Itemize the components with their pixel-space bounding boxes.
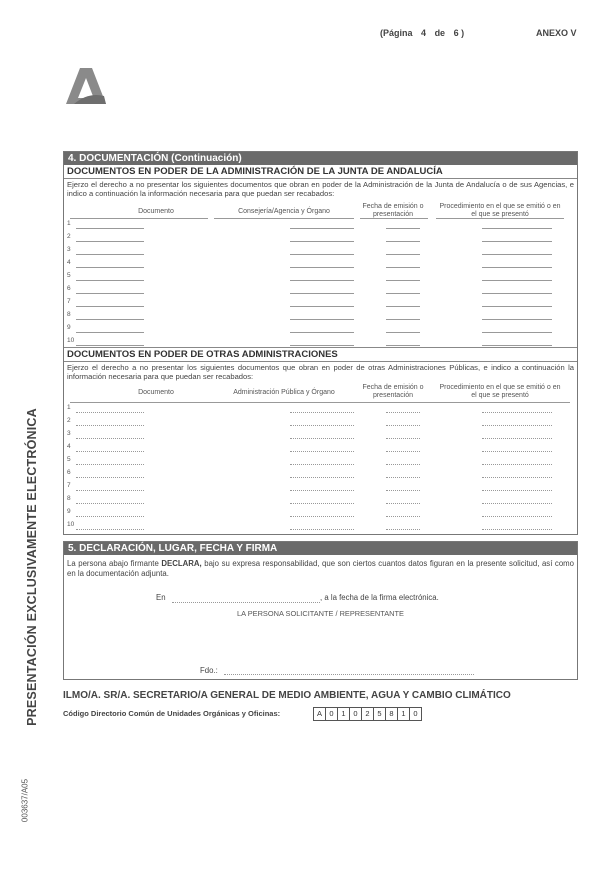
row-number: 4 <box>67 259 71 266</box>
row-field[interactable] <box>290 306 354 307</box>
row-field[interactable] <box>76 438 144 439</box>
codigo-digit: 8 <box>385 707 398 721</box>
row-field[interactable] <box>76 529 144 530</box>
row-field[interactable] <box>290 438 354 439</box>
recipient-title: ILMO/A. SR/A. SECRETARIO/A GENERAL DE MEDIO AMBIENTE, AGUA Y CAMBIO CLIMÁTICO <box>63 690 511 701</box>
row-field[interactable] <box>482 477 552 478</box>
row-number: 2 <box>67 417 71 424</box>
col-documento: Documento <box>138 208 174 215</box>
junta-docs-title: DOCUMENTOS EN PODER DE LA ADMINISTRACIÓN DE LA JUNTA DE ANDALUCÍA <box>64 165 577 179</box>
row-field[interactable] <box>386 451 420 452</box>
row-field[interactable] <box>482 241 552 242</box>
row-number: 1 <box>67 220 71 227</box>
row-number: 8 <box>67 495 71 502</box>
fecha-text: , a la fecha de la firma electrónica. <box>320 593 439 602</box>
row-field[interactable] <box>290 529 354 530</box>
row-number: 6 <box>67 285 71 292</box>
row-field[interactable] <box>386 306 420 307</box>
row-field[interactable] <box>76 254 144 255</box>
row-field[interactable] <box>290 490 354 491</box>
row-field[interactable] <box>482 345 552 346</box>
row-field[interactable] <box>386 464 420 465</box>
codigo-digit: 1 <box>397 707 410 721</box>
row-field[interactable] <box>76 412 144 413</box>
row-field[interactable] <box>386 280 420 281</box>
document-code: 003637/A05 <box>20 778 30 823</box>
row-field[interactable] <box>386 345 420 346</box>
section-5-title: 5. DECLARACIÓN, LUGAR, FECHA Y FIRMA <box>64 542 577 555</box>
row-field[interactable] <box>290 319 354 320</box>
row-field[interactable] <box>386 412 420 413</box>
row-field[interactable] <box>386 267 420 268</box>
row-number: 9 <box>67 324 71 331</box>
row-field[interactable] <box>76 425 144 426</box>
row-field[interactable] <box>76 241 144 242</box>
codigo-label: Código Directorio Común de Unidades Orgánicas y Oficinas: <box>63 709 281 718</box>
row-field[interactable] <box>482 529 552 530</box>
signature-field[interactable] <box>224 674 474 675</box>
row-number: 9 <box>67 508 71 515</box>
anexo-label: ANEXO V <box>536 28 577 38</box>
declaration-section <box>63 541 578 680</box>
row-field[interactable] <box>76 332 144 333</box>
row-field[interactable] <box>290 503 354 504</box>
row-field[interactable] <box>482 412 552 413</box>
row-field[interactable] <box>290 254 354 255</box>
col-administracion: Administración Pública y Órgano <box>233 389 335 396</box>
codigo-digit: 0 <box>409 707 422 721</box>
row-field[interactable] <box>386 477 420 478</box>
row-field[interactable] <box>386 228 420 229</box>
row-field[interactable] <box>482 293 552 294</box>
col-fecha: Fecha de emisión o presentación <box>362 203 424 218</box>
row-number: 2 <box>67 233 71 240</box>
row-field[interactable] <box>76 464 144 465</box>
page-indicator: (Página 4 de 6 ) <box>380 28 465 38</box>
codigo-digit: 2 <box>361 707 374 721</box>
row-field[interactable] <box>482 464 552 465</box>
row-field[interactable] <box>290 280 354 281</box>
row-field[interactable] <box>290 477 354 478</box>
row-number: 7 <box>67 482 71 489</box>
codigo-boxes <box>313 707 421 721</box>
row-field[interactable] <box>290 412 354 413</box>
row-field[interactable] <box>76 516 144 517</box>
documentation-section <box>63 151 578 535</box>
row-field[interactable] <box>386 438 420 439</box>
row-field[interactable] <box>386 293 420 294</box>
row-number: 7 <box>67 298 71 305</box>
codigo-digit: 5 <box>373 707 386 721</box>
col-fecha-otras: Fecha de emisión o presentación <box>362 384 424 399</box>
row-field[interactable] <box>76 228 144 229</box>
row-field[interactable] <box>76 267 144 268</box>
row-field[interactable] <box>76 319 144 320</box>
row-number: 10 <box>67 521 75 528</box>
row-field[interactable] <box>482 438 552 439</box>
codigo-digit: A <box>313 707 326 721</box>
row-field[interactable] <box>482 516 552 517</box>
row-number: 3 <box>67 246 71 253</box>
row-field[interactable] <box>76 306 144 307</box>
row-field[interactable] <box>482 228 552 229</box>
col-consejeria: Consejería/Agencia y Órgano <box>238 208 330 215</box>
vertical-presentation-text: PRESENTACIÓN EXCLUSIVAMENTE ELECTRÓNICA <box>25 408 39 726</box>
row-field[interactable] <box>386 319 420 320</box>
otras-docs-title: DOCUMENTOS EN PODER DE OTRAS ADMINISTRACIONES <box>64 348 577 362</box>
junta-andalucia-logo-icon <box>64 66 108 106</box>
row-field[interactable] <box>290 464 354 465</box>
row-field[interactable] <box>290 332 354 333</box>
row-field[interactable] <box>482 319 552 320</box>
codigo-digit: 0 <box>325 707 338 721</box>
row-field[interactable] <box>76 477 144 478</box>
row-number: 6 <box>67 469 71 476</box>
row-field[interactable] <box>290 516 354 517</box>
row-field[interactable] <box>76 490 144 491</box>
row-field[interactable] <box>482 267 552 268</box>
row-field[interactable] <box>482 490 552 491</box>
row-field[interactable] <box>386 425 420 426</box>
row-field[interactable] <box>482 451 552 452</box>
codigo-digit: 0 <box>349 707 362 721</box>
place-field[interactable] <box>172 602 320 603</box>
row-field[interactable] <box>290 293 354 294</box>
row-field[interactable] <box>76 293 144 294</box>
row-field[interactable] <box>482 306 552 307</box>
row-field[interactable] <box>290 345 354 346</box>
row-field[interactable] <box>290 241 354 242</box>
row-field[interactable] <box>386 490 420 491</box>
row-number: 8 <box>67 311 71 318</box>
fdo-label: Fdo.: <box>200 666 218 675</box>
row-field[interactable] <box>76 280 144 281</box>
row-field[interactable] <box>76 503 144 504</box>
row-field[interactable] <box>386 529 420 530</box>
row-field[interactable] <box>290 267 354 268</box>
row-field[interactable] <box>290 451 354 452</box>
row-field[interactable] <box>76 451 144 452</box>
row-number: 5 <box>67 272 71 279</box>
row-field[interactable] <box>482 425 552 426</box>
row-field[interactable] <box>386 241 420 242</box>
row-field[interactable] <box>76 345 144 346</box>
row-field[interactable] <box>386 503 420 504</box>
en-label: En <box>156 593 166 602</box>
codigo-digit: 1 <box>337 707 350 721</box>
col-documento-otras: Documento <box>138 389 174 396</box>
section-4-title: 4. DOCUMENTACIÓN (Continuación) <box>64 152 577 165</box>
row-field[interactable] <box>386 332 420 333</box>
row-number: 5 <box>67 456 71 463</box>
row-field[interactable] <box>386 516 420 517</box>
otras-docs-text: Ejerzo el derecho a no presentar los siguientes documentos que obran en poder de otras Administraciones Públicas, e indico a continuación la información necesaria para que puedan ser recabados: <box>67 363 574 381</box>
row-field[interactable] <box>482 254 552 255</box>
row-field[interactable] <box>290 425 354 426</box>
junta-docs-text: Ejerzo el derecho a no presentar los siguientes documentos que obran en poder de la Administración de la Junta de Andalucía o de sus Agencias, e indico a continuación la información necesaria para que puedan ser recabados: <box>67 180 574 198</box>
row-field[interactable] <box>290 228 354 229</box>
persona-label: LA PERSONA SOLICITANTE / REPRESENTANTE <box>237 609 404 618</box>
row-number: 4 <box>67 443 71 450</box>
row-field[interactable] <box>482 503 552 504</box>
col-procedimiento-otras: Procedimiento en el que se emitió o en el que se presentó <box>439 384 561 399</box>
row-number: 3 <box>67 430 71 437</box>
declaration-text: La persona abajo firmante DECLARA, bajo su expresa responsabilidad, que son ciertos cuantos datos figuran en la presente solicitud, así como en la documentación adjunta. <box>67 559 574 578</box>
row-field[interactable] <box>386 254 420 255</box>
col-procedimiento: Procedimiento en el que se emitió o en el que se presentó <box>439 203 561 218</box>
row-number: 10 <box>67 337 75 344</box>
row-field[interactable] <box>482 280 552 281</box>
row-field[interactable] <box>482 332 552 333</box>
row-number: 1 <box>67 404 71 411</box>
